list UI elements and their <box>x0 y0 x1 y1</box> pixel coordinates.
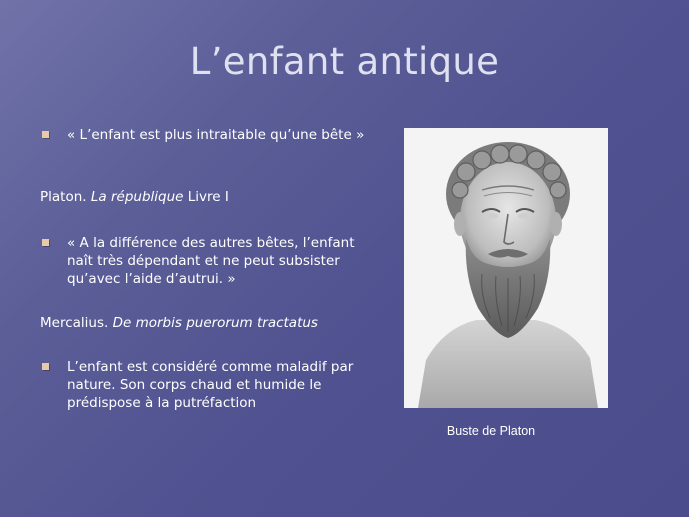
image-caption: Buste de Platon <box>446 424 536 438</box>
plato-bust-image <box>404 128 608 408</box>
square-bullet-icon <box>42 363 49 370</box>
bullet-text: « L’enfant est plus intraitable qu’une bête » <box>67 127 365 143</box>
citation <box>40 188 340 206</box>
citation-work: De morbis puerorum tractatus <box>112 315 318 331</box>
bullet-item <box>40 358 367 412</box>
square-bullet-icon <box>42 239 49 246</box>
bullet-text: L’enfant est considéré comme maladif par nature. Son corps chaud et humide le prédispose à la putréfaction <box>67 359 354 411</box>
bullet-text: « A la différence des autres bêtes, l’enfant naît très dépendant et ne peut subsister qu’avec l’aide d’autrui. » <box>67 235 355 287</box>
citation-author: Mercalius. <box>40 315 109 331</box>
citation-detail: Livre I <box>187 189 229 205</box>
bullet-item <box>40 234 367 288</box>
citation-author: Platon. <box>40 189 87 205</box>
citation-work: La république <box>90 189 184 205</box>
square-bullet-icon <box>42 131 49 138</box>
slide-title: L’enfant antique <box>189 40 500 83</box>
bullet-item <box>40 126 367 144</box>
citation <box>40 314 340 332</box>
